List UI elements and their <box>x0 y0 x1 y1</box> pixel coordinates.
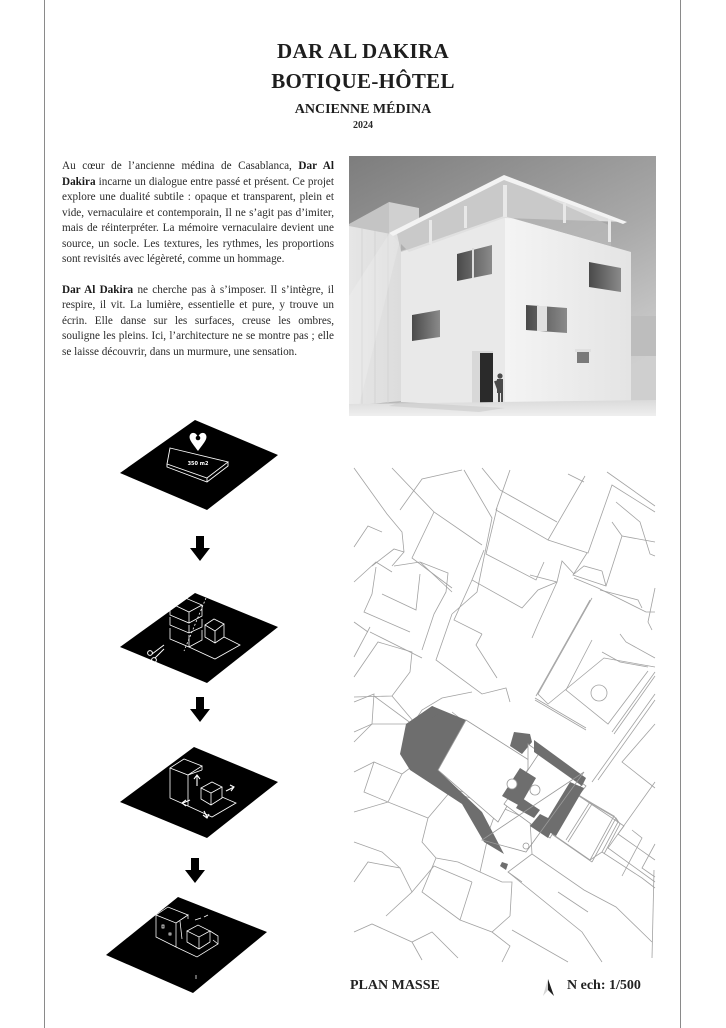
intro-paragraph-2 <box>62 283 334 361</box>
building-render <box>349 156 656 416</box>
site-plan <box>352 462 658 964</box>
intro-p1-text: Au cœur de l’ancienne médina de Casablanca, <box>62 160 299 172</box>
diagram-step-final <box>100 895 300 995</box>
intro-p1-text-cont: incarne un dialogue entre passé et présent. Ce projet explore une dualité subtile : opaque et transparent, plein et vide, vernaculaire et contemporain, Il ne s’agit pas d’imiter, mais de réinterpréter. La mémoire vernaculaire devient une source, un socle. Les textures, les rythmes, les proportions sont revisités avec légèreté, comme un hommage. <box>62 175 334 265</box>
intro-p1-project-name: Dar Al Dakira <box>62 160 334 188</box>
urban-fabric-parcels <box>354 468 655 962</box>
project-location: ANCIENNE MÉDINA <box>294 102 432 117</box>
intro-paragraph-1 <box>62 159 334 268</box>
project-year: 2024 <box>353 120 373 131</box>
page-border-right <box>680 0 681 1028</box>
final-ground-plane <box>106 897 267 993</box>
title-block <box>0 36 726 131</box>
diagram-step-subtraction <box>100 585 300 690</box>
parcel-area-label: 350 m2 <box>187 461 209 467</box>
project-title: DAR AL DAKIRA <box>277 39 449 63</box>
intro-text <box>62 159 334 375</box>
shifting-ground-plane <box>120 747 278 838</box>
plan-title: PLAN MASSE <box>350 978 440 993</box>
north-arrow-icon <box>540 978 556 998</box>
intro-p2-text: ne cherche pas à s’imposer. Il s’intègre, il respire, il vit. La lumière, essentielle et pure, y trouve un écrin. Elle danse sur les surfaces, creuse les ombres, souligne les pleins. Ici, l’architecture ne se montre pas ; elle se laisse découvrir, dans un murmure, une sensation. <box>62 283 334 358</box>
diagram-step-shifting <box>100 740 300 845</box>
down-arrow-icon <box>190 536 210 567</box>
down-arrow-icon <box>190 697 210 728</box>
project-type: BOTIQUE-HÔTEL <box>271 69 455 93</box>
intro-p2-project-name: Dar Al Dakira <box>62 283 134 296</box>
diagram-step-site <box>100 418 300 514</box>
plan-scale: N ech: 1/500 <box>567 978 641 993</box>
page-border-left <box>44 0 45 1028</box>
down-arrow-icon <box>185 858 205 889</box>
project-footprint <box>400 706 586 870</box>
